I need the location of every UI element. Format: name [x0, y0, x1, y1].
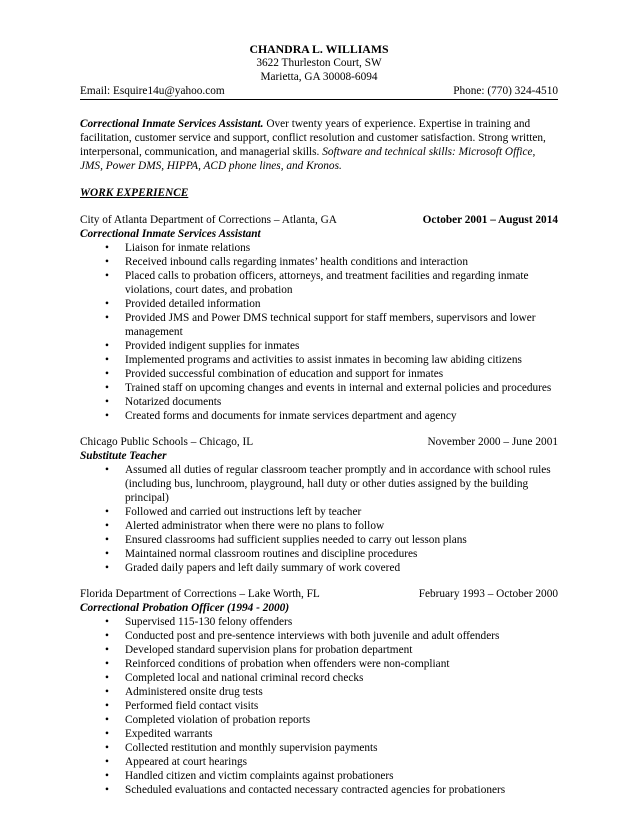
list-item: • Administered onsite drug tests [80, 685, 558, 699]
summary-text: Over twenty years of experience. Expertise in training and facilitation, customer service and support, conflict resolution and customer satisfaction. Strong written, interpersonal, communication, and managerial skills. [80, 118, 546, 158]
address-line-1: 3622 Thurleston Court, SW [256, 57, 382, 69]
list-item: • Completed violation of probation reports [80, 713, 558, 727]
job-employer: City of Atlanta Department of Corrections – Atlanta, GA [80, 214, 337, 226]
list-item: • Provided JMS and Power DMS technical support for staff members, supervisors and lower management [80, 311, 558, 339]
list-item: • Supervised 115-130 felony offenders [80, 615, 558, 629]
list-item: • Ensured classrooms had sufficient supplies needed to carry out lesson plans [80, 533, 558, 547]
address-line-2: Marietta, GA 30008-6094 [260, 71, 378, 83]
job-entry [80, 435, 558, 575]
job-title-line [80, 601, 558, 615]
list-item: • Completed local and national criminal record checks [80, 671, 558, 685]
job-header [80, 213, 558, 227]
list-item: • Graded daily papers and left daily summary of work covered [80, 561, 558, 575]
list-item: • Assumed all duties of regular classroom teacher promptly and in accordance with school rules (including bus, lunchroom, playground, hall duty or other duties assigned by the building principal) [80, 463, 558, 505]
list-item: • Reinforced conditions of probation when offenders were non-compliant [80, 657, 558, 671]
list-item: • Scheduled evaluations and contacted necessary contracted agencies for probationers [80, 783, 558, 797]
list-item: • Collected restitution and monthly supervision payments [80, 741, 558, 755]
list-item: • Provided indigent supplies for inmates [80, 339, 558, 353]
list-item: • Provided successful combination of education and support for inmates [80, 367, 558, 381]
candidate-name: CHANDRA L. WILLIAMS [249, 42, 389, 56]
list-item: • Conducted post and pre-sentence interviews with both juvenile and adult offenders [80, 629, 558, 643]
job-entry [80, 213, 558, 423]
job-employer: Chicago Public Schools – Chicago, IL [80, 436, 254, 448]
list-item: • Created forms and documents for inmate services department and agency [80, 409, 558, 423]
list-item: • Alerted administrator when there were no plans to follow [80, 519, 558, 533]
summary-paragraph [80, 117, 558, 173]
job-header [80, 587, 558, 601]
list-item: • Notarized documents [80, 395, 558, 409]
list-item: • Received inbound calls regarding inmates’ health conditions and interaction [80, 255, 558, 269]
contact-line [80, 84, 558, 100]
list-item: • Liaison for inmate relations [80, 241, 558, 255]
job-header [80, 435, 558, 449]
job-duties-list [80, 615, 558, 797]
list-item: • Implemented programs and activities to assist inmates in becoming law abiding citizens [80, 353, 558, 367]
list-item: • Performed field contact visits [80, 699, 558, 713]
list-item: • Expedited warrants [80, 727, 558, 741]
list-item: • Provided detailed information [80, 297, 558, 311]
job-dates: February 1993 – October 2000 [418, 588, 558, 600]
job-dates: October 2001 – August 2014 [422, 214, 558, 226]
section-title-work-experience: WORK EXPERIENCE [80, 187, 189, 199]
list-item: • Placed calls to probation officers, attorneys, and treatment facilities and regarding inmate violations, court dates, and probation [80, 269, 558, 297]
list-item: • Maintained normal classroom routines and discipline procedures [80, 547, 558, 561]
job-title-years: (1994 - 2000) [224, 602, 290, 614]
job-title: Correctional Probation Officer [80, 602, 225, 614]
job-dates: November 2000 – June 2001 [427, 436, 558, 448]
list-item: • Handled citizen and victim complaints against probationers [80, 769, 558, 783]
job-duties-list [80, 463, 558, 575]
list-item: • Trained staff on upcoming changes and events in internal and external policies and procedures [80, 381, 558, 395]
email: Email: Esquire14u@yahoo.com [80, 85, 225, 97]
phone: Phone: (770) 324-4510 [453, 85, 558, 97]
list-item: • Appeared at court hearings [80, 755, 558, 769]
job-duties-list [80, 241, 558, 423]
list-item: • Developed standard supervision plans for probation department [80, 643, 558, 657]
job-title: Correctional Inmate Services Assistant [80, 228, 261, 240]
job-entry [80, 587, 558, 797]
summary-skills: Software and technical skills: Microsoft Office, JMS, Power DMS, HIPPA, ACD phone lines, and Kronos. [80, 146, 536, 172]
summary-title: Correctional Inmate Services Assistant. [80, 118, 264, 130]
job-employer: Florida Department of Corrections – Lake Worth, FL [80, 588, 320, 600]
list-item: • Followed and carried out instructions left by teacher [80, 505, 558, 519]
job-title: Substitute Teacher [80, 450, 167, 462]
